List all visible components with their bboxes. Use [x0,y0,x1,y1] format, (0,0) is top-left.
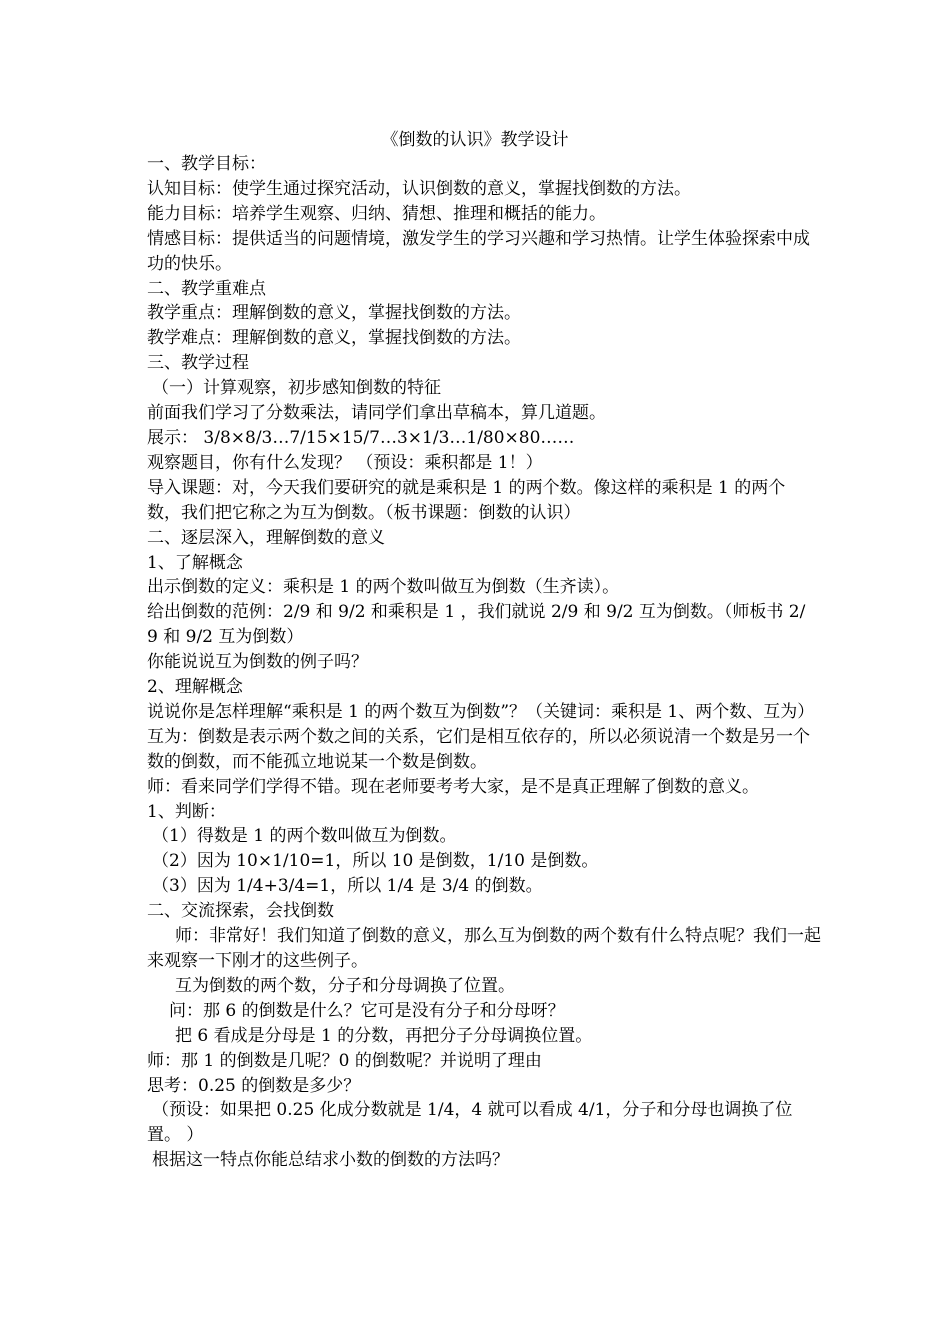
paragraph: 师：非常好！我们知道了倒数的意义，那么互为倒数的两个数有什么特点呢？我们一起来观察一下刚才的这些例子。 [147,926,821,971]
paragraph: 根据这一特点你能总结求小数的倒数的方法吗？ [152,1150,509,1171]
paragraph: 师：看来同学们学得不错。现在老师要考考大家，是不是真正理解了倒数的意义。 [147,776,759,797]
paragraph: 教学难点：理解倒数的意义，掌握找倒数的方法。 [147,328,521,349]
list-item: （3）因为 1/4+3/4=1，所以 1/4 是 3/4 的倒数。 [152,876,543,897]
paragraph: 出示倒数的定义：乘积是 1 的两个数叫做互为倒数（生齐读）。 [147,577,620,598]
paragraph: 给出倒数的范例：2/9 和 9/2 和乘积是 1 ，我们就说 2/9 和 9/2 互为倒数。（师板书 2/9 和 9/2 互为倒数） [147,602,806,648]
section-heading: 三、教学过程 [147,353,249,374]
paragraph: 师：那 1 的倒数是几呢？0 的倒数呢？并说明了理由 [147,1050,542,1071]
document-body [147,152,827,1173]
paragraph: 导入课题：对，今天我们要研究的就是乘积是 1 的两个数。像这样的乘积是 1 的两个数，我们把它称之为互为倒数。（板书课题：倒数的认识） [147,477,786,523]
paragraph: 思考：0.25 的倒数是多少？ [147,1075,361,1096]
subsection-heading: 2、理解概念 [147,677,243,698]
section-heading: 二、教学重难点 [147,278,266,299]
paragraph: 把 6 看成是分母是 1 的分数，再把分子分母调换位置。 [175,1025,593,1046]
section-heading: 二、交流探索，会找倒数 [147,901,334,922]
paragraph: 互为倒数的两个数，分子和分母调换了位置。 [175,975,515,996]
paragraph: 前面我们学习了分数乘法，请同学们拿出草稿本，算几道题。 [147,403,606,424]
paragraph: 情感目标：提供适当的问题情境，激发学生的学习兴趣和学习热情。让学生体验探索中成功的快乐。 [147,228,810,274]
section-heading: 二、逐层深入，理解倒数的意义 [147,527,385,548]
list-item: （1）得数是 1 的两个数叫做互为倒数。 [152,826,457,847]
subsection-heading: 1、判断： [147,801,226,822]
subsection-heading: （一）计算观察，初步感知倒数的特征 [152,378,441,399]
paragraph: 说说你是怎样理解“乘积是 1 的两个数互为倒数”？（关键词：乘积是 1、两个数、互为） [147,701,815,722]
paragraph: 认知目标：使学生通过探究活动，认识倒数的意义，掌握找倒数的方法。 [147,178,691,199]
paragraph: 互为：倒数是表示两个数之间的关系，它们是相互依存的，所以必须说清一个数是另一个数的倒数，而不能孤立地说某一个数是倒数。 [147,726,810,772]
paragraph: （预设：如果把 0.25 化成分数就是 1/4，4 就可以看成 4/1，分子和分母也调换了位置。 ） [147,1100,793,1146]
list-item: （2）因为 10×1/10=1，所以 10 是倒数，1/10 是倒数。 [152,851,599,872]
paragraph: 问：那 6 的倒数是什么？它可是没有分子和分母呀？ [169,1000,565,1021]
paragraph: 能力目标：培养学生观察、归纳、猜想、推理和概括的能力。 [147,203,606,224]
paragraph: 展示： 3/8×8/3…7/15×15/7…3×1/3…1/80×80…… [147,427,575,448]
paragraph: 你能说说互为倒数的例子吗？ [147,652,368,673]
document-title: 《倒数的认识》教学设计 [381,130,569,150]
paragraph: 教学重点：理解倒数的意义，掌握找倒数的方法。 [147,303,521,324]
section-heading: 一、教学目标： [147,154,266,174]
subsection-heading: 1、了解概念 [147,552,243,573]
paragraph: 观察题目，你有什么发现？ （预设：乘积都是 1！） [147,452,543,473]
